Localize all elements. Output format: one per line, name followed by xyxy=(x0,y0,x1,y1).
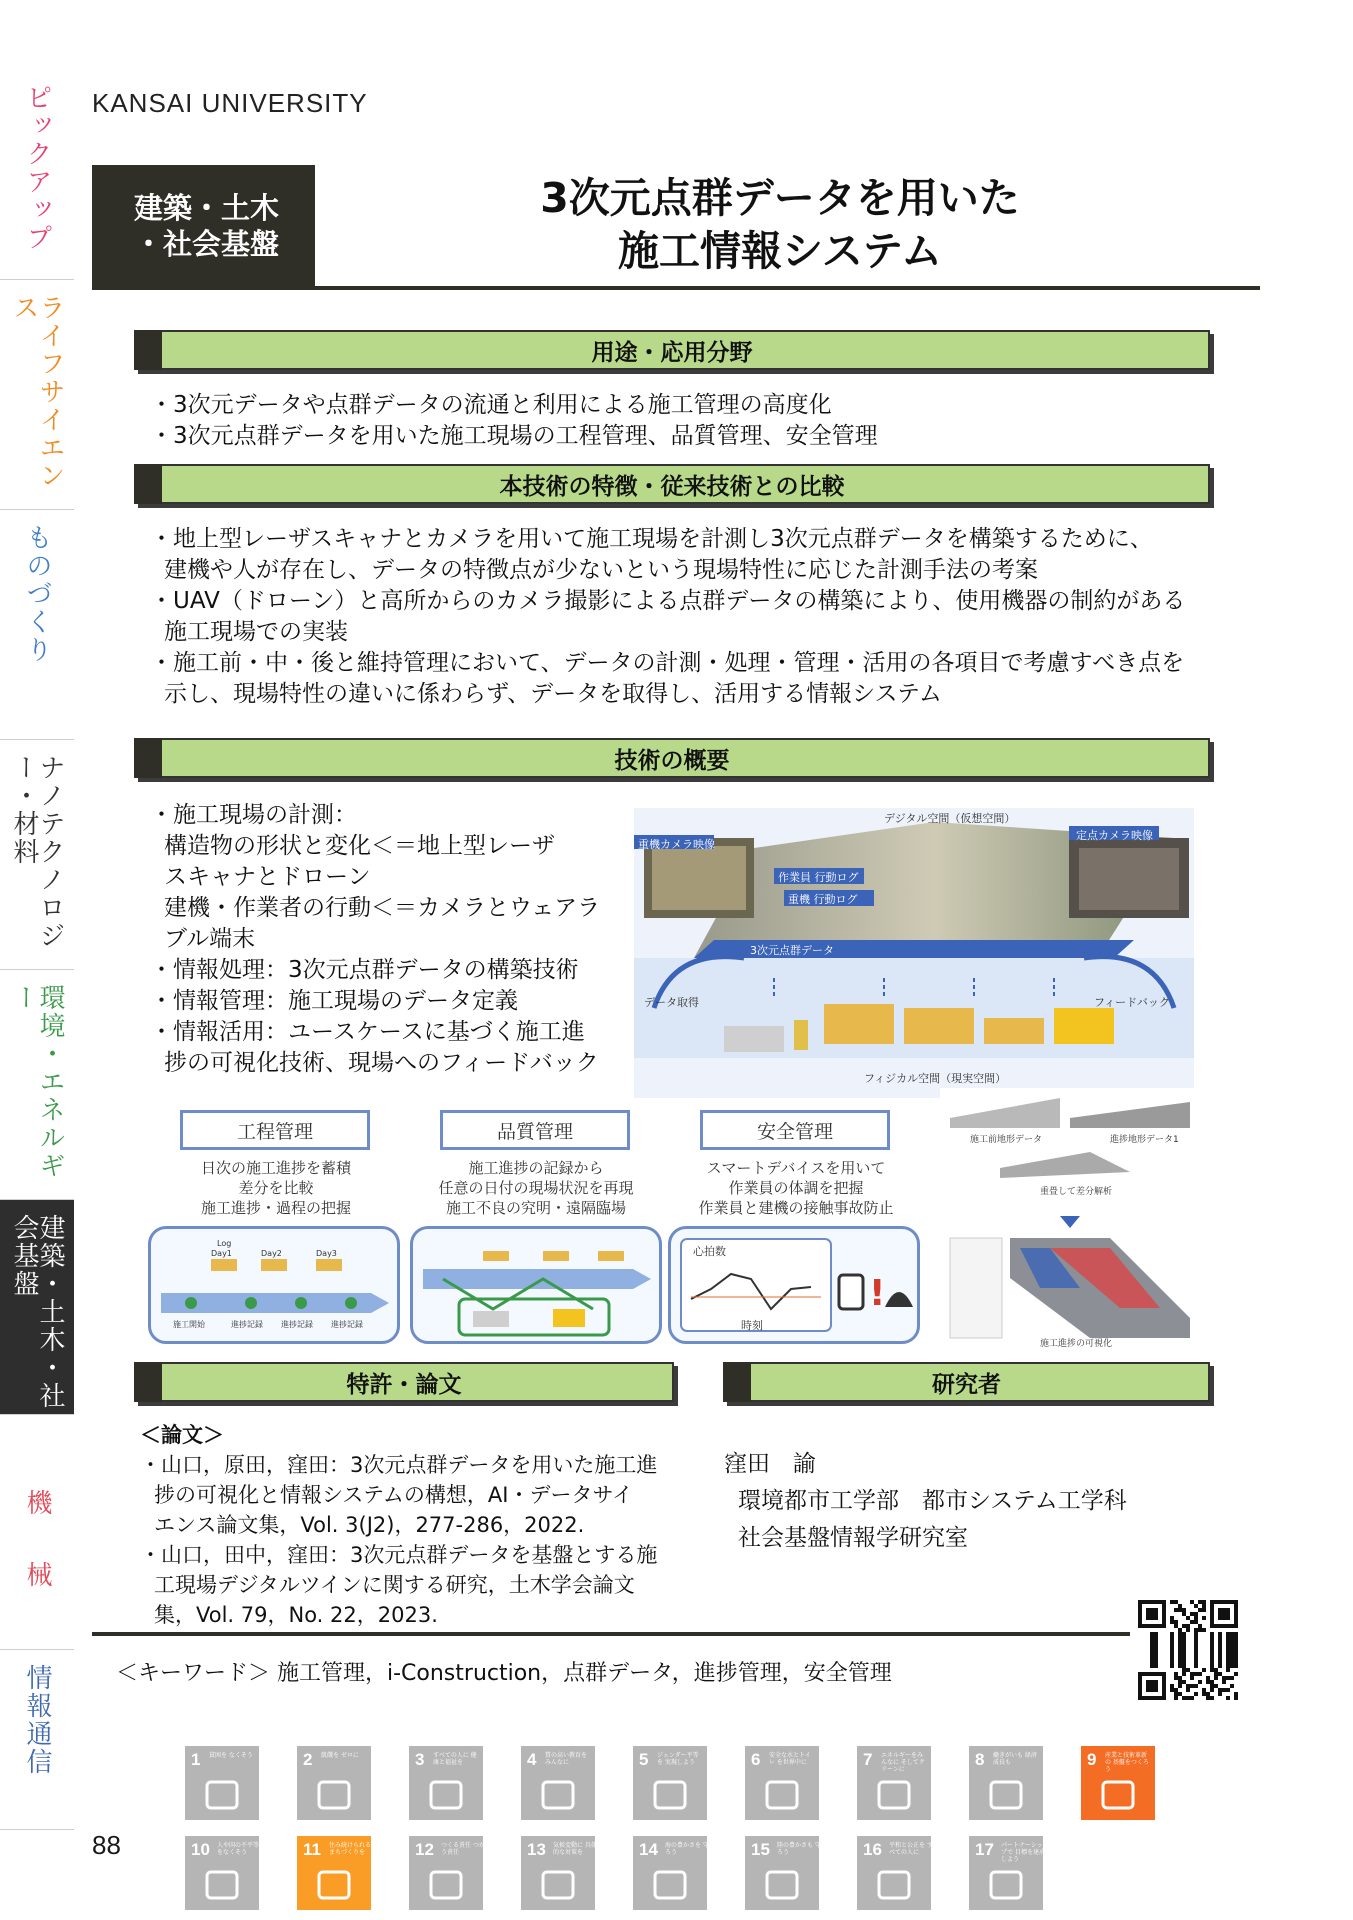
sdg-goal-17 xyxy=(969,1836,1046,1910)
sdg-number: 4 xyxy=(527,1750,537,1769)
sdg-label: 飢餓を ゼロに xyxy=(321,1752,359,1759)
sdg-symbol-icon xyxy=(197,1866,247,1904)
overview-line: ブル端末 xyxy=(164,926,256,952)
truck-icon xyxy=(473,1311,509,1327)
sdg-label: つくる責任 つかう責任 xyxy=(441,1842,485,1856)
researcher-lab: 社会基盤情報学研究室 xyxy=(738,1525,968,1551)
overlay-label: 重畳して差分解析 xyxy=(1040,1187,1113,1197)
safety-panel xyxy=(668,1226,920,1344)
sdg-label: 海の豊かさを 守ろう xyxy=(665,1842,709,1856)
sdg-symbol-icon xyxy=(981,1776,1031,1814)
quality-timeline-panel xyxy=(410,1226,662,1344)
process-mgmt-title: 工程管理 xyxy=(236,1120,313,1143)
patent-line: 集，Vol. 79，No. 22，2023. xyxy=(154,1603,438,1627)
helmet-icon xyxy=(885,1292,913,1307)
desc-line: 施工不良の究明・遠隔臨場 xyxy=(445,1199,626,1217)
day-label: Day2 xyxy=(261,1249,282,1258)
sdg-goal-3 xyxy=(409,1746,483,1820)
sdg-label: ジェンダー平等を 実現しよう xyxy=(657,1752,699,1766)
feature-item-line: 施工現場での実装 xyxy=(164,619,348,645)
patent-line: エンス論文集，Vol. 3(J2)，277-286，2022. xyxy=(154,1513,585,1537)
truck-icon xyxy=(724,1026,784,1052)
sdg-number: 15 xyxy=(751,1840,770,1859)
sdg-number: 14 xyxy=(639,1840,658,1859)
feature-item-line: 建機や人が存在し、データの特徴点が少ないという現場特性に応じた計測手法の考案 xyxy=(164,557,1038,583)
sdg-goal-4 xyxy=(521,1746,595,1820)
timeline-label: 進捗記録 xyxy=(331,1320,363,1329)
side-tab[interactable] xyxy=(0,70,74,280)
side-tab-label: 械 xyxy=(22,1561,52,1589)
overview-line: ・情報処理：3次元点群データの構築技術 xyxy=(150,957,579,983)
excavator-icon xyxy=(553,1309,585,1327)
side-tab-label: ナノテクノロジー・材料 xyxy=(9,754,65,950)
overview-line: ・情報活用：ユースケースに基づく施工進 xyxy=(150,1019,585,1045)
patents-list xyxy=(140,1420,657,1630)
category-line1: 建築・土木 xyxy=(134,190,280,225)
feature-item-line: ・地上型レーザスキャナとカメラを用いて施工現場を計測し3次元点群データを構築するために、 xyxy=(150,526,1153,552)
digital-space-label: デジタル空間（仮想空間） xyxy=(884,812,1016,825)
sdg-number: 13 xyxy=(527,1840,546,1859)
title-rule xyxy=(92,286,1260,290)
sdg-goal-8 xyxy=(969,1746,1043,1820)
sdg-label: 平和と公正を すべての人に xyxy=(889,1842,933,1856)
desc-line: スマートデバイスを用いて xyxy=(706,1159,886,1177)
sdg-label: 気候変動に 具体的な対策を xyxy=(553,1842,597,1856)
terrain-before-label: 施工前地形データ xyxy=(970,1135,1043,1145)
machine-log-label: 重機 行動ログ xyxy=(788,893,858,906)
keywords: ＜キーワード＞ 施工管理，i-Construction，点群データ，進捗管理，安全管理 xyxy=(116,1661,892,1686)
sdg-goal-9 xyxy=(1081,1746,1155,1820)
side-tab[interactable] xyxy=(0,1200,74,1415)
feedback-label: フィードバック xyxy=(1094,996,1170,1009)
quality-mgmt-box xyxy=(440,1110,630,1150)
sdg-label: 陸の豊かさも 守ろう xyxy=(777,1842,821,1856)
overview-line: ・情報管理：施工現場のデータ定義 xyxy=(150,988,518,1014)
sdg-label: 住み続けられる まちづくりを xyxy=(329,1842,372,1856)
sdg-goal-2 xyxy=(297,1746,371,1820)
sdg-number: 8 xyxy=(975,1750,985,1769)
application-item: ・3次元データや点群データの流通と利用による施工管理の高度化 xyxy=(150,392,832,418)
patent-line: 工現場デジタルツインに関する研究，土木学会論文 xyxy=(154,1573,635,1597)
smartwatch-icon xyxy=(839,1275,863,1309)
section-bar-patents xyxy=(134,1362,674,1402)
side-tab-label: 情報通信 xyxy=(22,1664,52,1776)
time-axis-label: 時刻 xyxy=(741,1319,763,1332)
sdg-symbol-icon xyxy=(757,1776,807,1814)
section-heading-features: 本技術の特徴・従来技術との比較 xyxy=(499,473,845,500)
sdg-goal-15 xyxy=(745,1836,819,1910)
page-number: 88 xyxy=(92,1830,121,1860)
physical-space-label: フィジカル空間（現実空間） xyxy=(864,1072,1007,1085)
side-tab-label: 環境・エネルギー xyxy=(9,984,65,1180)
sdg-number: 10 xyxy=(191,1840,210,1859)
safety-mgmt-desc xyxy=(680,1158,912,1218)
sdg-goal-1 xyxy=(185,1746,259,1820)
side-tab-label: ものづくり xyxy=(22,524,52,664)
sdg-symbol-icon xyxy=(421,1866,471,1904)
side-tab[interactable] xyxy=(0,1415,74,1650)
sdg-label: 貧困を なくそう xyxy=(209,1752,253,1759)
overview-line: 建機・作業者の行動＜＝カメラとウェアラ xyxy=(164,895,601,921)
sdg-number: 16 xyxy=(863,1840,882,1859)
sdg-symbol-icon xyxy=(1093,1776,1143,1814)
sdg-label: エネルギーをみんなに そしてクリーンに xyxy=(881,1752,925,1773)
digital-twin-graphic xyxy=(634,808,1194,1098)
sdg-label: 働きがいも 経済成長も xyxy=(993,1752,1037,1766)
patents-subheading: ＜論文＞ xyxy=(140,1423,224,1447)
researcher-affiliation: 環境都市工学部 都市システム工学科 xyxy=(738,1488,1127,1514)
day-label: Day3 xyxy=(316,1249,337,1258)
visualization-label: 施工進捗の可視化 xyxy=(1040,1339,1113,1349)
sdg-label: 安全な水とトイレ を世界中に xyxy=(769,1752,811,1766)
section-bar-application xyxy=(134,330,1210,370)
application-list xyxy=(150,390,878,452)
page-title xyxy=(330,172,1230,279)
section-bar-researcher xyxy=(723,1362,1210,1402)
sdg-number: 12 xyxy=(415,1840,434,1859)
title-line2: 施工情報システム xyxy=(618,227,942,276)
digital-twin-diagram xyxy=(634,808,1194,1098)
feature-item-line: ・施工前・中・後と維持管理において、データの計測・処理・管理・活用の各項目で考慮すべき点を xyxy=(150,650,1185,676)
overview-list xyxy=(150,800,600,1079)
researcher-info xyxy=(724,1446,1127,1557)
patent-line: ・山口，田中，窪田：3次元点群データを基盤とする施 xyxy=(140,1543,658,1567)
terrain-graphic xyxy=(940,1088,1200,1348)
sdg-symbol-icon xyxy=(757,1866,807,1904)
sdg-label: 産業と技術革新の 基盤をつくろう xyxy=(1105,1752,1149,1773)
worker-log-label: 作業員 行動ログ xyxy=(778,871,859,884)
sdg-label: すべての人に 健康と福祉を xyxy=(433,1752,477,1766)
sdg-goal-6 xyxy=(745,1746,819,1820)
side-tab-label: 機 xyxy=(22,1489,52,1517)
feature-item-line: 示し、現場特性の違いに係わらず、データを取得し、活用する情報システム xyxy=(164,681,942,707)
heart-rate-label: 心拍数 xyxy=(693,1245,726,1258)
sdg-symbol-icon xyxy=(309,1776,359,1814)
process-mgmt-desc xyxy=(160,1158,392,1218)
sdg-goal-13 xyxy=(521,1836,595,1910)
side-tab[interactable] xyxy=(0,740,74,970)
desc-line: 日次の施工進捗を蓄積 xyxy=(200,1159,351,1177)
sdg-number: 6 xyxy=(751,1750,761,1769)
sdg-symbol-icon xyxy=(981,1866,1031,1904)
patent-line: 捗の可視化と情報システムの構想，AI・データサイ xyxy=(154,1483,633,1507)
sdg-goal-16 xyxy=(857,1836,931,1910)
overview-line: 構造物の形状と変化＜＝地上型レーザ xyxy=(164,833,555,859)
features-list xyxy=(150,524,1185,710)
sdg-symbol-icon xyxy=(421,1776,471,1814)
application-item: ・3次元点群データを用いた施工現場の工程管理、品質管理、安全管理 xyxy=(150,423,878,449)
terrain-small-map xyxy=(950,1238,1002,1338)
side-tab-label: ライフサイエンス xyxy=(9,294,65,490)
researcher-name: 窪田 諭 xyxy=(724,1451,816,1477)
quality-mgmt-desc xyxy=(420,1158,652,1218)
desc-line: 作業員の体調を把握 xyxy=(728,1179,864,1197)
day-label: Day1 xyxy=(211,1249,232,1258)
overview-line: 捗の可視化技術、現場へのフィードバック xyxy=(164,1050,599,1076)
category-box xyxy=(92,165,315,287)
sdg-symbol-icon xyxy=(869,1866,919,1904)
fixed-camera-label: 定点カメラ映像 xyxy=(1076,829,1153,842)
sdg-goal-7 xyxy=(857,1746,931,1820)
sdg-number: 17 xyxy=(975,1840,994,1859)
worker-icon xyxy=(794,1020,808,1050)
timeline-label: 進捗記録 xyxy=(281,1320,313,1329)
sdg-label: 質の高い教育を みんなに xyxy=(545,1752,588,1766)
sdg-goal-14 xyxy=(633,1836,707,1910)
overview-line: ・施工現場の計測： xyxy=(150,802,357,828)
terrain-analysis-panel xyxy=(940,1088,1200,1348)
sdg-goal-5 xyxy=(633,1746,707,1820)
warning-icon: ! xyxy=(869,1273,886,1314)
desc-line: 施工進捗・過程の把握 xyxy=(200,1199,351,1217)
terrain-progress-label: 進捗地形データ1 xyxy=(1110,1135,1179,1145)
sdg-number: 3 xyxy=(415,1750,425,1769)
keyword-rule xyxy=(92,1632,1130,1636)
sdg-number: 2 xyxy=(303,1750,313,1769)
desc-line: 差分を比較 xyxy=(238,1179,314,1197)
patent-line: ・山口，原田，窪田：3次元点群データを用いた施工進 xyxy=(140,1453,658,1477)
sdg-symbol-icon xyxy=(869,1776,919,1814)
qr-code[interactable] xyxy=(1138,1600,1238,1700)
point-cloud-label: 3次元点群データ xyxy=(750,944,834,957)
side-tab-label: 建築・土木・社会基盤 xyxy=(9,1214,65,1410)
data-acquisition-label: データ取得 xyxy=(644,996,699,1009)
side-tab[interactable] xyxy=(0,1650,74,1830)
title-line1: 3次元点群データを用いた xyxy=(540,174,1020,222)
side-tab-label: ピックアップ xyxy=(22,84,52,252)
terrain-progress-image xyxy=(1070,1102,1190,1128)
section-heading-patents: 特許・論文 xyxy=(346,1371,462,1398)
section-bar-overview xyxy=(134,738,1210,778)
sdg-symbol-icon xyxy=(645,1866,695,1904)
sdg-symbol-icon xyxy=(197,1776,247,1814)
log-label: Log xyxy=(217,1239,232,1248)
desc-line: 任意の日付の現場状況を再現 xyxy=(438,1179,634,1197)
side-nav xyxy=(0,70,74,1830)
sdg-symbol-icon xyxy=(533,1776,583,1814)
section-bar-features xyxy=(134,464,1210,504)
timeline-label: 施工開始 xyxy=(173,1320,205,1329)
sdg-symbol-icon xyxy=(309,1866,359,1904)
section-heading-researcher: 研究者 xyxy=(932,1371,1001,1398)
brand-name: KANSAI UNIVERSITY xyxy=(92,88,368,118)
side-tab[interactable] xyxy=(0,970,74,1200)
desc-line: 施工進捗の記録から xyxy=(468,1159,604,1177)
process-mgmt-box xyxy=(180,1110,370,1150)
overview-line: スキャナとドローン xyxy=(164,864,371,890)
sdg-number: 1 xyxy=(191,1750,201,1769)
sdg-goal-10 xyxy=(185,1836,259,1910)
sdg-goal-12 xyxy=(409,1836,483,1910)
sdg-number: 5 xyxy=(639,1750,649,1769)
sdg-label: 人や国の不平等 をなくそう xyxy=(217,1842,260,1856)
process-timeline-panel xyxy=(148,1226,400,1344)
side-tab[interactable] xyxy=(0,280,74,510)
sdg-symbol-icon xyxy=(533,1866,583,1904)
terrain-before-image xyxy=(950,1098,1060,1128)
category-line2: ・社会基盤 xyxy=(134,227,280,261)
safety-mgmt-box xyxy=(700,1110,890,1150)
vehicle-camera-label: 重機カメラ映像 xyxy=(638,838,715,851)
feature-item-line: ・UAV（ドローン）と高所からのカメラ撮影による点群データの構築により、使用機器の制約がある xyxy=(150,588,1186,614)
section-heading-overview: 技術の概要 xyxy=(614,747,730,774)
quality-graphic xyxy=(413,1229,659,1341)
timeline-label: 進捗記録 xyxy=(231,1320,263,1329)
sdg-number: 11 xyxy=(303,1840,321,1859)
side-tab[interactable] xyxy=(0,510,74,740)
sdg-label: パートナーシップで 目標を達成しよう xyxy=(1001,1842,1046,1863)
sdg-number: 9 xyxy=(1087,1750,1097,1769)
quality-mgmt-title: 品質管理 xyxy=(496,1120,573,1143)
safety-mgmt-title: 安全管理 xyxy=(756,1120,833,1143)
section-heading-application: 用途・応用分野 xyxy=(591,339,753,366)
sdg-goal-11 xyxy=(297,1836,371,1910)
sdg-symbol-icon xyxy=(645,1776,695,1814)
sdg-number: 7 xyxy=(863,1750,873,1769)
excavator-icon xyxy=(1054,1008,1114,1044)
desc-line: 作業員と建機の接触事故防止 xyxy=(698,1199,894,1217)
